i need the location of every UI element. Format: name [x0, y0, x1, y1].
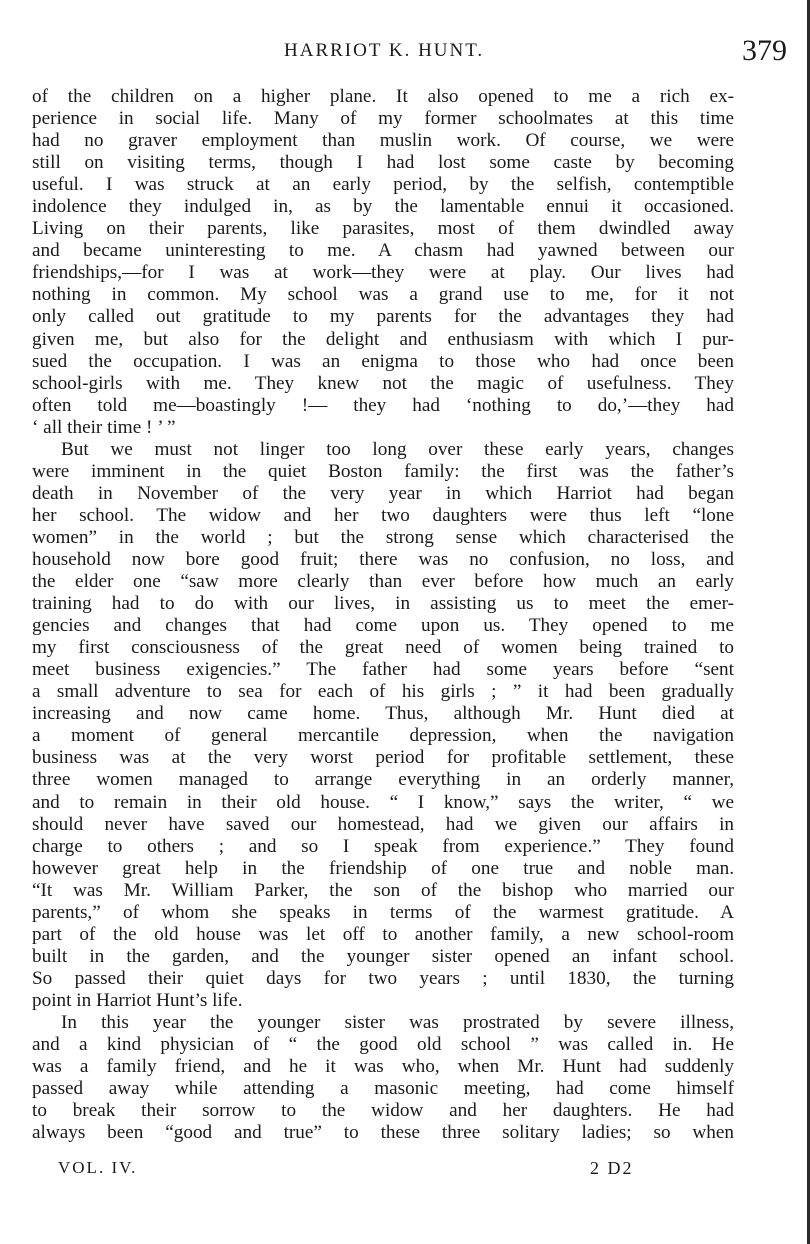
text-line: death in November of the very year in which Harriot had began — [32, 482, 734, 504]
text-line: should never have saved our homestead, had we given our affairs in — [32, 813, 734, 835]
text-line: had no graver employment than muslin work. Of course, we were — [32, 130, 734, 152]
text-line: women” in the world ; but the strong sense which characterised the — [32, 526, 734, 548]
text-line: and became uninteresting to me. A chasm had yawned between our — [32, 240, 734, 262]
text-line: Living on their parents, like parasites, most of them dwindled away — [32, 218, 734, 240]
text-line: perience in social life. Many of my former schoolmates at this time — [32, 108, 734, 130]
text-line: her school. The widow and her two daughters were thus left “lone — [32, 504, 734, 526]
text-line: passed away while attending a masonic meeting, had come himself — [32, 1078, 734, 1100]
text-line: built in the garden, and the younger sister opened an infant school. — [32, 945, 734, 967]
paragraph-start-line: In this year the younger sister was prostrated by severe illness, — [61, 1011, 734, 1033]
text-line: my first consciousness of the great need of women being trained to — [32, 637, 734, 659]
text-line: three women managed to arrange everything in an orderly manner, — [32, 769, 734, 791]
text-line: “It was Mr. William Parker, the son of the bishop who married our — [32, 879, 734, 901]
text-line: part of the old house was let off to another family, a new school-room — [32, 923, 734, 945]
paragraph-end-line: ‘ all their time ! ’ ” — [32, 416, 176, 438]
text-line: a moment of general mercantile depression, when the navigation — [32, 725, 734, 747]
text-line: So passed their quiet days for two years ; until 1830, the turning — [32, 967, 734, 989]
text-line: gencies and changes that had come upon us. They opened to me — [32, 615, 734, 637]
text-line: indolence they indulged in, as by the lamentable ennui it occasioned. — [32, 196, 734, 218]
running-head: HARRIOT K. HUNT. — [284, 40, 485, 61]
paragraph-end-line: point in Harriot Hunt’s life. — [32, 989, 243, 1011]
text-line: given me, but also for the delight and enthusiasm with which I pur- — [32, 328, 734, 350]
page-footer — [0, 1158, 800, 1184]
text-line: useful. I was struck at an early period, by the selfish, contemptible — [32, 174, 734, 196]
text-line: meet business exigencies.” The father had some years before “sent — [32, 659, 734, 681]
text-line: sued the occupation. I was an enigma to those who had once been — [32, 350, 734, 372]
text-line: to break their sorrow to the widow and her daughters. He had — [32, 1100, 734, 1122]
body-text — [32, 86, 734, 1144]
text-line: training had to do with our lives, in assisting us to meet the emer- — [32, 593, 734, 615]
text-line: business was at the very worst period for profitable settlement, these — [32, 747, 734, 769]
text-line: and a kind physician of “ the good old school ” was called in. He — [32, 1034, 734, 1056]
text-line: friendships,—for I was at work—they were at play. Our lives had — [32, 262, 734, 284]
text-line: still on visiting terms, though I had lost some caste by becoming — [32, 152, 734, 174]
text-line: a small adventure to sea for each of his girls ; ” it had been gradually — [32, 681, 734, 703]
signature-mark: 2 D2 — [590, 1158, 634, 1178]
text-line: only called out gratitude to my parents for the advantages they had — [32, 306, 734, 328]
text-line: increasing and now came home. Thus, although Mr. Hunt died at — [32, 703, 734, 725]
page-header — [0, 34, 800, 74]
text-line: of the children on a higher plane. It also opened to me a rich ex- — [32, 86, 734, 107]
text-line: school-girls with me. They knew not the magic of usefulness. They — [32, 372, 734, 394]
text-line: were imminent in the quiet Boston family: the first was the father’s — [32, 460, 734, 482]
page-number: 379 — [742, 34, 787, 67]
text-line: parents,” of whom she speaks in terms of the warmest gratitude. A — [32, 901, 734, 923]
volume-label: VOL. IV. — [58, 1158, 138, 1177]
paragraph-start-line: But we must not linger too long over these early years, changes — [61, 438, 734, 460]
text-line: was a family friend, and he it was who, when Mr. Hunt had suddenly — [32, 1056, 734, 1078]
text-line: household now bore good fruit; there was no confusion, no loss, and — [32, 548, 734, 570]
text-line: charge to others ; and so I speak from experience.” They found — [32, 835, 734, 857]
text-line: often told me—boastingly !— they had ‘nothing to do,’—they had — [32, 394, 734, 416]
text-line: and to remain in their old house. “ I know,” says the writer, “ we — [32, 791, 734, 813]
text-line: nothing in common. My school was a grand use to me, for it not — [32, 284, 734, 306]
text-line: the elder one “saw more clearly than ever before how much an early — [32, 571, 734, 593]
text-line: always been “good and true” to these three solitary ladies; so when — [32, 1122, 734, 1144]
text-line: however great help in the friendship of one true and noble man. — [32, 857, 734, 879]
